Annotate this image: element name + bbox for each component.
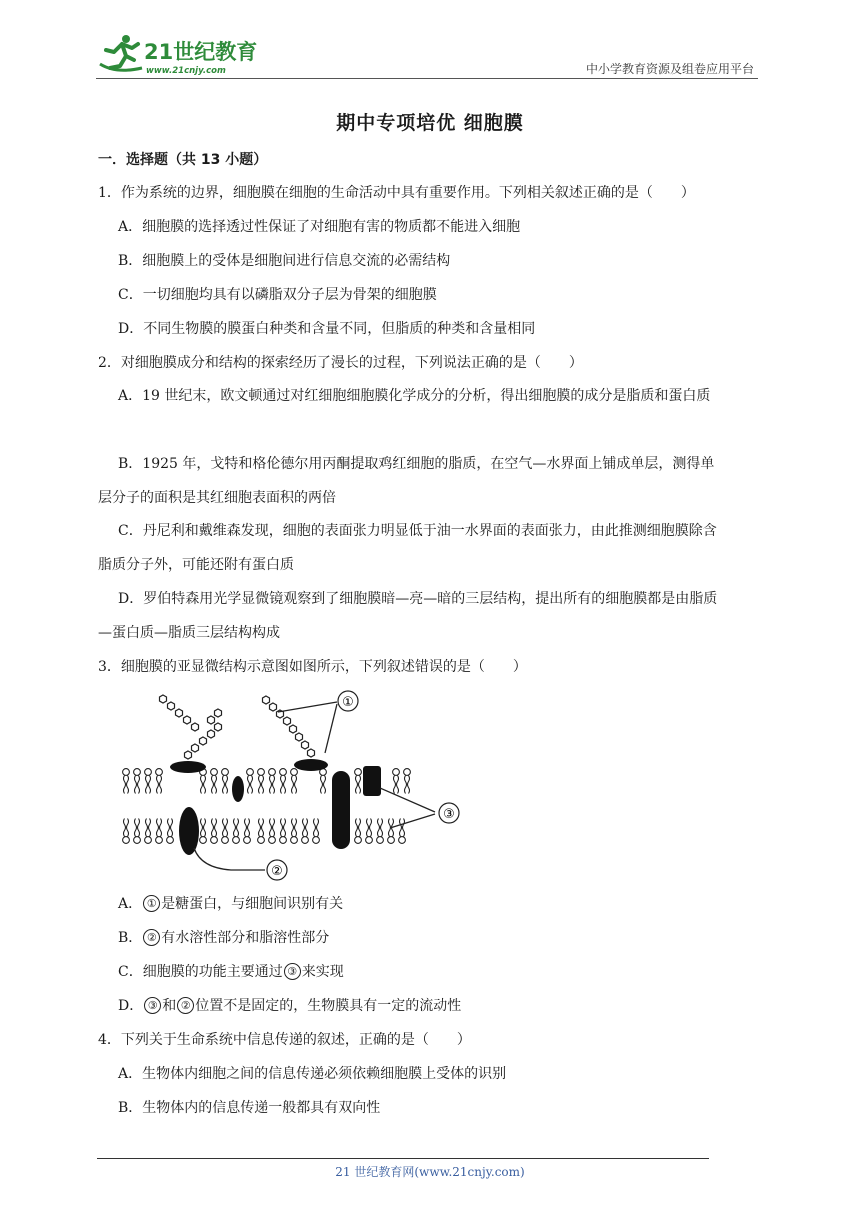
section-heading: 一．选择题（共 13 小题） <box>98 152 268 168</box>
question-3-option-a: A． ① 是糖蛋白，与细胞间识别有关 <box>118 896 344 912</box>
document-title: 期中专项培优 细胞膜 <box>336 112 524 134</box>
question-3-option-c: C．细胞膜的功能主要通过 ③ 来实现 <box>118 964 344 980</box>
question-4-option-b: B．生物体内的信息传递一般都具有双向性 <box>118 1100 381 1116</box>
question-2-stem: 2．对细胞膜成分和结构的探索经历了漫长的过程，下列说法正确的是（ ） <box>98 355 583 371</box>
diagram-label-3 <box>439 803 459 823</box>
question-2-option-a: A．19 世纪末，欧文顿通过对红细胞细胞膜化学成分的分析，得出细胞膜的成分是脂质和蛋白质 <box>118 388 711 404</box>
svg-text:www.21cnjy.com: www.21cnjy.com <box>146 66 226 76</box>
question-2-option-d-cont: —蛋白质—脂质三层结构构成 <box>98 625 280 641</box>
glycoprotein-chain-left <box>160 695 222 759</box>
cell-membrane-diagram <box>115 688 475 883</box>
label-2-protein <box>179 807 199 855</box>
question-1-option-b: B．细胞膜上的受体是细胞间进行信息交流的必需结构 <box>118 253 451 269</box>
inner-lipid-layer <box>123 819 406 844</box>
platform-name: 中小学教育资源及组卷应用平台 <box>585 62 754 76</box>
question-2-option-c: C．丹尼利和戴维森发现，细胞的表面张力明显低于油一水界面的表面张力，由此推测细胞膜除含 <box>118 523 717 539</box>
footer-divider <box>97 1158 709 1159</box>
site-logo <box>96 30 261 76</box>
question-4-stem: 4．下列关于生命系统中信息传递的叙述，正确的是（ ） <box>98 1032 471 1048</box>
svg-text:21世纪教育: 21世纪教育 <box>144 40 258 64</box>
diagram-label-2 <box>267 860 287 880</box>
glycoprotein-chain-right <box>263 696 315 757</box>
svg-text:②: ② <box>271 864 283 879</box>
question-2-option-b-cont: 层分子的面积是其红细胞表面积的两倍 <box>98 490 336 506</box>
diagram-label-1 <box>338 691 358 711</box>
header-divider <box>96 78 758 79</box>
question-1-option-c: C．一切细胞均具有以磷脂双分子层为骨架的细胞膜 <box>118 287 437 303</box>
runner-icon <box>100 35 142 70</box>
question-1-stem: 1．作为系统的边界，细胞膜在细胞的生命活动中具有重要作用。下列相关叙述正确的是（ ） <box>98 185 695 201</box>
question-2-option-c-cont: 脂质分子外，可能还附有蛋白质 <box>98 557 294 573</box>
question-4-option-a: A．生物体内细胞之间的信息传递必须依赖细胞膜上受体的识别 <box>118 1066 507 1082</box>
footer-source: 21 世纪教育网(www.21cnjy.com) <box>335 1165 525 1179</box>
svg-text:③: ③ <box>443 807 455 822</box>
question-1-option-a: A．细胞膜的选择透过性保证了对细胞有害的物质都不能进入细胞 <box>118 219 521 235</box>
page-header <box>96 30 758 80</box>
question-3-option-d: D． ③ 和 ② 位置不是固定的，生物膜具有一定的流动性 <box>118 998 462 1014</box>
question-1-option-d: D．不同生物膜的膜蛋白种类和含量不同，但脂质的种类和含量相同 <box>118 321 536 337</box>
question-3-option-b: B． ② 有水溶性部分和脂溶性部分 <box>118 930 330 946</box>
question-2-option-b: B．1925 年，戈特和格伦德尔用丙酮提取鸡红细胞的脂质，在空气—水界面上铺成单层，测得单 <box>118 456 715 472</box>
svg-text:①: ① <box>342 695 354 710</box>
question-3-stem: 3．细胞膜的亚显微结构示意图如图所示，下列叙述错误的是（ ） <box>98 659 527 675</box>
question-2-option-d: D．罗伯特森用光学显微镜观察到了细胞膜暗—亮—暗的三层结构，提出所有的细胞膜都是由脂质 <box>118 591 718 607</box>
